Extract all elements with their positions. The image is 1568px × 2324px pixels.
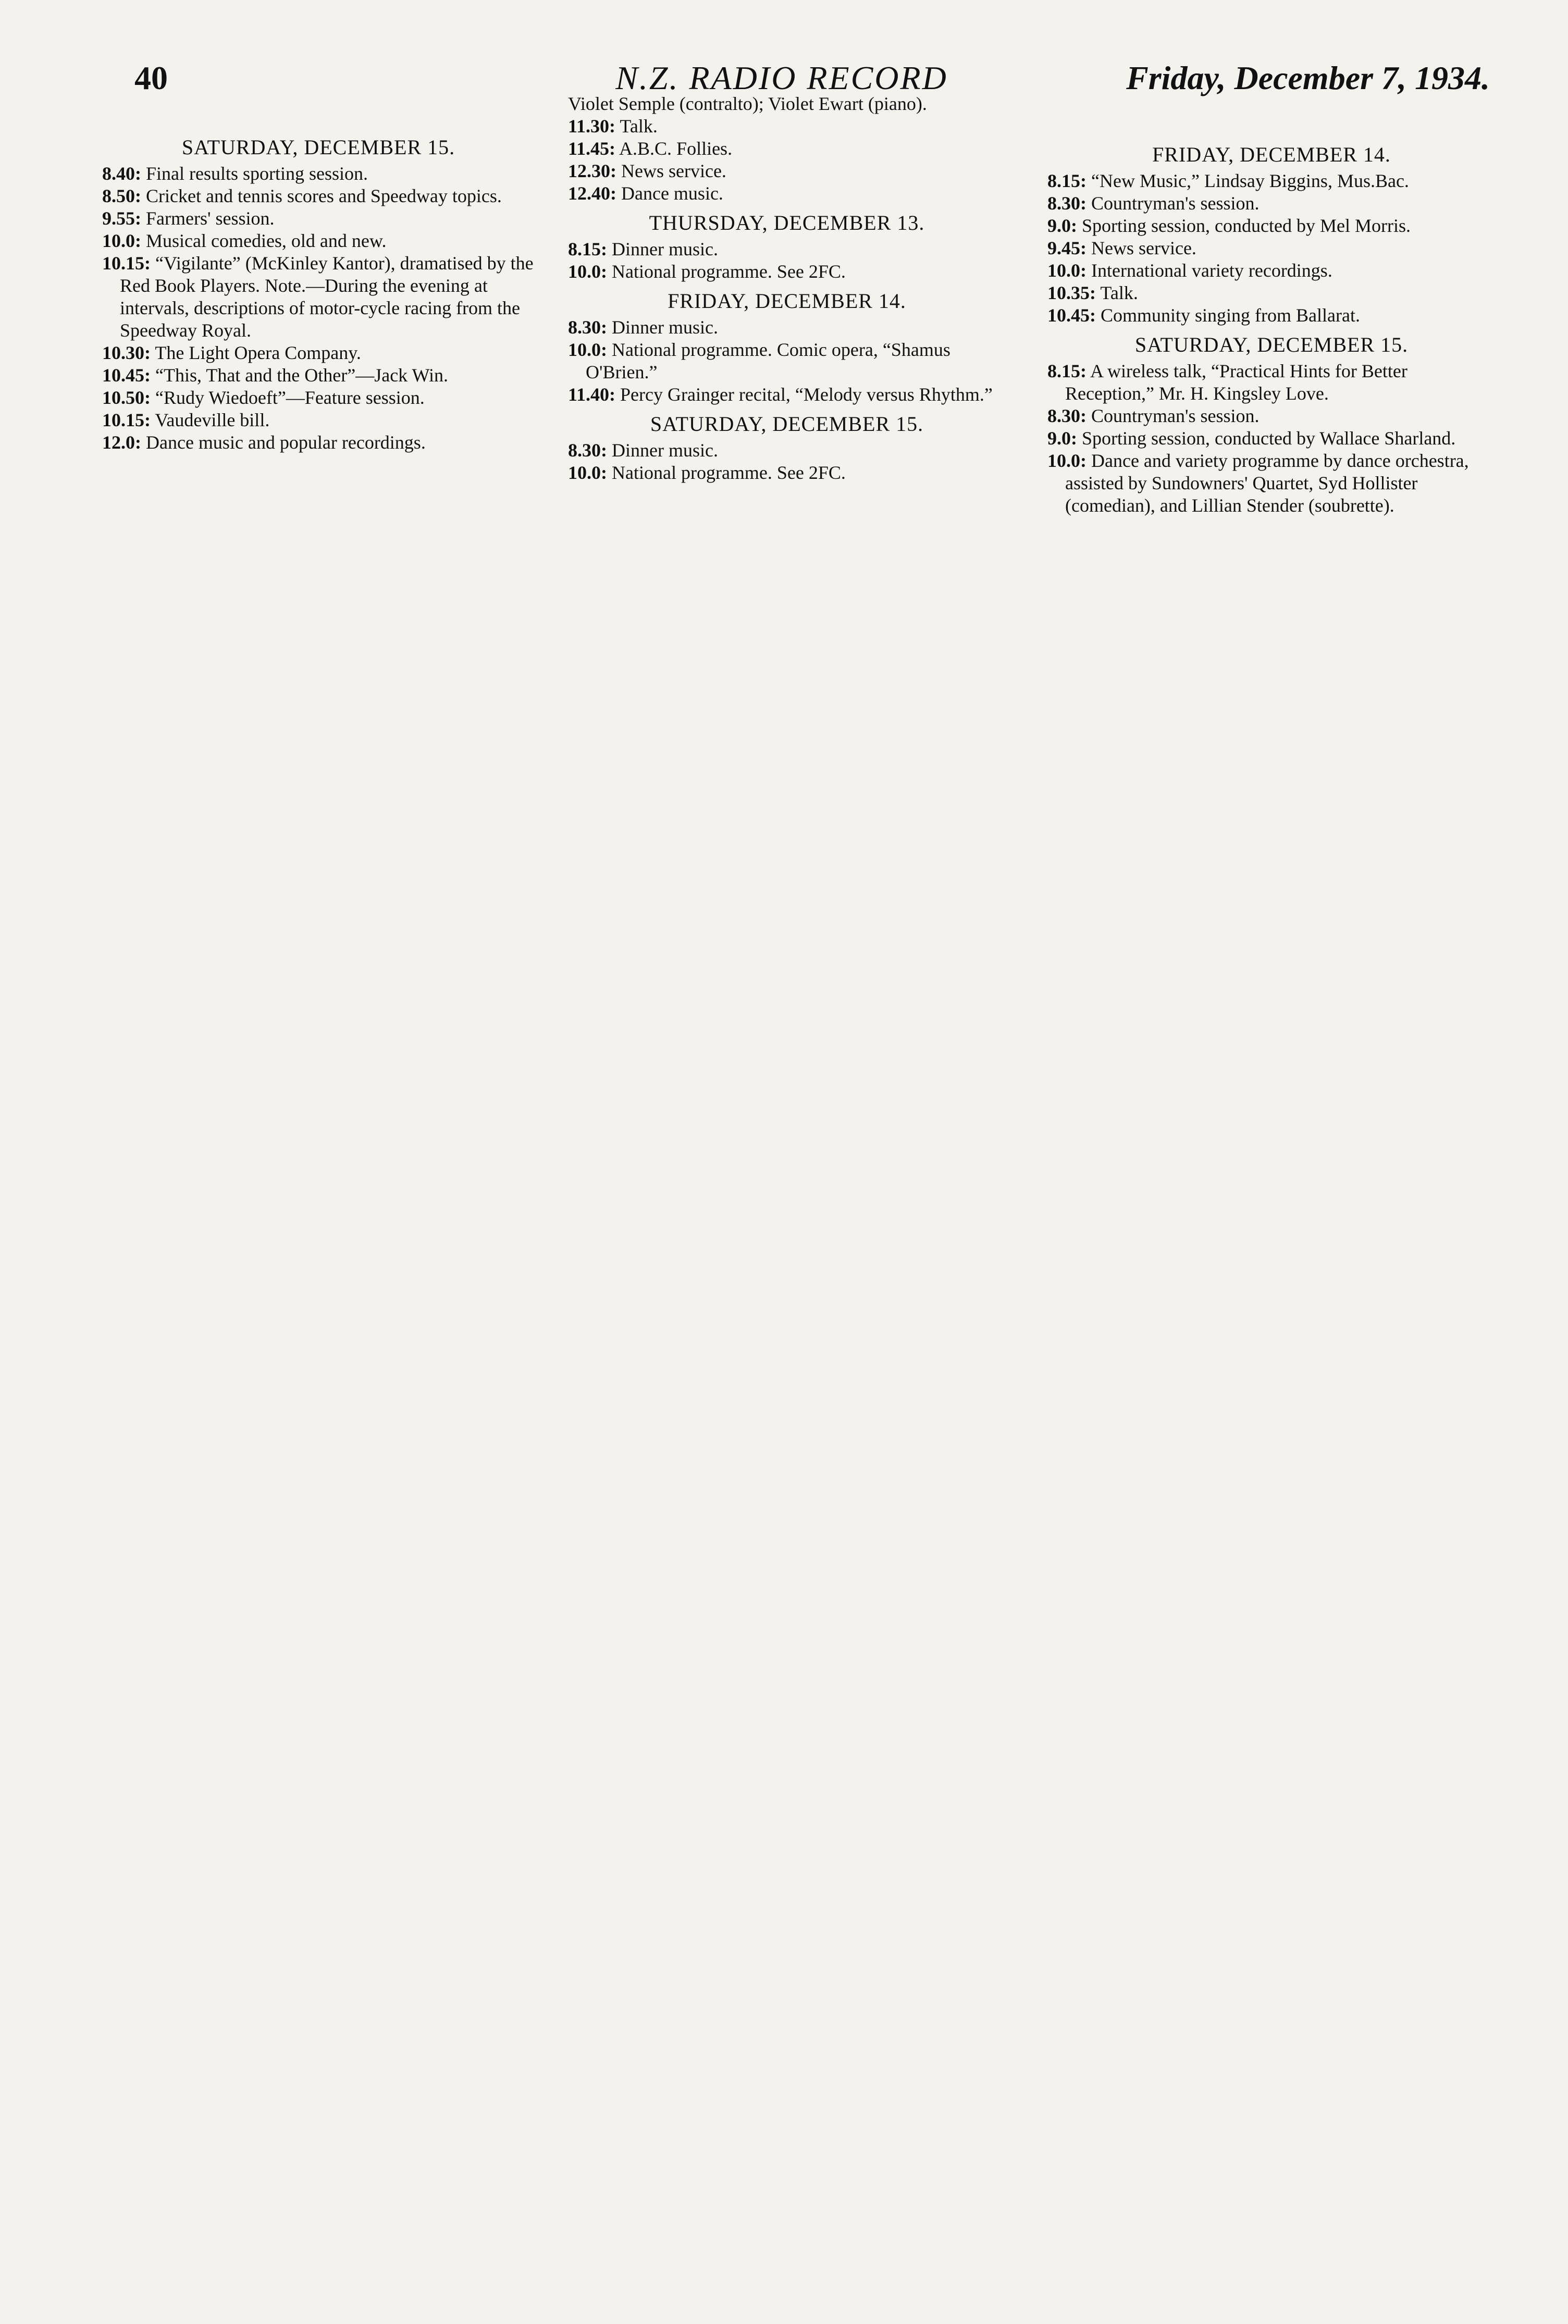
day-heading: THURSDAY, DECEMBER 13. [649,211,925,234]
programme-text: Dinner music. [612,440,718,461]
programme-text: A wireless talk, “Practical Hints for Better Reception,” Mr. H. Kingsley Love. [1065,361,1408,404]
programme-item [1047,192,1496,215]
programme-time: 8.30: [1047,193,1087,214]
programme-text: Sporting session, conducted by Wallace Sharland. [1082,428,1456,449]
programme-time: 10.0: [568,261,607,282]
programme-item [102,364,535,387]
programme-time: 12.30: [568,160,616,181]
programme-item [102,342,535,364]
programme-text: “Vigilante” (McKinley Kantor), dramatised by the Red Book Players. Note.—During the evening at intervals, descriptions of motor-cycle racing from the Speedway Royal. [120,253,534,341]
programme-item [1047,304,1496,327]
programme-item [102,230,535,252]
programme-item [568,439,1006,462]
programme-text: “New Music,” Lindsay Biggins, Mus.Bac. [1091,170,1409,191]
programme-time: 11.45: [568,138,616,159]
day-heading: FRIDAY, DECEMBER 14. [668,289,906,313]
programme-text: Musical comedies, old and new. [146,230,387,251]
programme-item [568,238,1006,261]
programme-item [568,339,1006,384]
day-heading: FRIDAY, DECEMBER 14. [1152,143,1391,166]
programme-text: “Rudy Wiedoeft”—Feature session. [155,387,425,408]
programme-time: 11.30: [568,116,616,137]
programme-text: Percy Grainger recital, “Melody versus Rhythm.” [620,384,993,405]
programme-text: A.B.C. Follies. [619,138,733,159]
programme-item [102,387,535,409]
programme-text: International variety recordings. [1091,260,1332,281]
programme-time: 8.50: [102,186,141,206]
programme-time: 8.30: [568,317,607,338]
programme-item [1047,405,1496,427]
programme-time: 9.0: [1047,215,1077,236]
continued-text: Violet Semple (contralto); Violet Ewart (piano). [568,93,927,114]
programme-item [1047,427,1496,450]
column-middle [568,93,1006,484]
programme-item [568,384,1006,406]
programme-item [568,138,1006,160]
programme-item [1047,237,1496,259]
programme-time: 10.0: [102,230,141,251]
programme-list [102,163,535,454]
programme-item [1047,282,1496,304]
programme-text: Final results sporting session. [146,163,368,184]
programme-text: Community singing from Ballarat. [1101,305,1360,326]
programme-time: 10.50: [102,387,151,408]
page-number: 40 [134,59,168,96]
programme-item [568,462,1006,484]
programme-time: 10.45: [102,365,151,386]
programme-text: The Light Opera Company. [155,342,361,363]
column-right [1047,137,1496,517]
programme-text: News service. [621,160,726,181]
programme-time: 9.0: [1047,428,1077,449]
programme-time: 8.15: [568,239,607,259]
programme-time: 10.30: [102,342,151,363]
programme-text: Talk. [1100,282,1138,303]
programme-item [568,115,1006,138]
programme-item [102,207,535,230]
programme-time: 12.0: [102,432,141,453]
programme-item [1047,259,1496,282]
issue-date: Friday, December 7, 1934. [1126,59,1490,96]
programme-text: Talk. [620,116,658,137]
programme-item [1047,450,1496,517]
programme-item [568,261,1006,283]
programme-text: Vaudeville bill. [155,410,270,430]
day-heading: SATURDAY, DECEMBER 15. [1134,333,1409,356]
programme-time: 10.15: [102,253,151,274]
programme-text: Dinner music. [612,317,718,338]
programme-text: Cricket and tennis scores and Speedway topics. [146,186,502,206]
programme-item [1047,170,1496,192]
programme-time: 10.15: [102,410,151,430]
programme-text: Countryman's session. [1091,405,1260,426]
programme-item [568,160,1006,182]
programme-text: National programme. See 2FC. [612,261,846,282]
programme-item [102,252,535,342]
magazine-title: N.Z. RADIO RECORD [615,59,948,96]
day-heading: SATURDAY, DECEMBER 15. [181,135,455,159]
programme-time: 10.0: [1047,450,1087,471]
programme-text: News service. [1091,238,1196,258]
programme-time: 10.0: [568,339,607,360]
programme-time: 8.30: [1047,405,1087,426]
programme-time: 12.40: [568,183,616,204]
programme-time: 8.15: [1047,361,1087,381]
programme-item [102,431,535,454]
programme-time: 8.30: [568,440,607,461]
programme-time: 10.0: [568,462,607,483]
programme-text: Farmers' session. [146,208,275,229]
programme-text: Dance and variety programme by dance orchestra, assisted by Sundowners' Quartet, Syd Hollister (comedian), and Lillian Stender (soubrette). [1065,450,1469,516]
programme-time: 8.40: [102,163,141,184]
programme-item [102,409,535,431]
programme-time: 10.0: [1047,260,1087,281]
programme-time: 10.35: [1047,282,1096,303]
programme-item [102,163,535,185]
day-heading: SATURDAY, DECEMBER 15. [650,412,924,436]
programme-item [1047,360,1496,405]
column-left [102,129,535,454]
programme-text: National programme. See 2FC. [612,462,846,483]
programme-item [568,316,1006,339]
programme-text: Countryman's session. [1091,193,1260,214]
programme-text: Dance music and popular recordings. [146,432,426,453]
programme-text: “This, That and the Other”—Jack Win. [155,365,449,386]
programme-time: 8.15: [1047,170,1087,191]
programme-time: 9.55: [102,208,141,229]
programme-time: 9.45: [1047,238,1087,258]
programme-item [568,182,1006,205]
programme-text: National programme. Comic opera, “Shamus O'Brien.” [586,339,950,382]
programme-text: Dance music. [621,183,723,204]
programme-item [102,185,535,207]
programme-time: 11.40: [568,384,616,405]
programme-text: Sporting session, conducted by Mel Morris. [1082,215,1411,236]
programme-item [1047,215,1496,237]
programme-time: 10.45: [1047,305,1096,326]
programme-text: Dinner music. [612,239,718,259]
